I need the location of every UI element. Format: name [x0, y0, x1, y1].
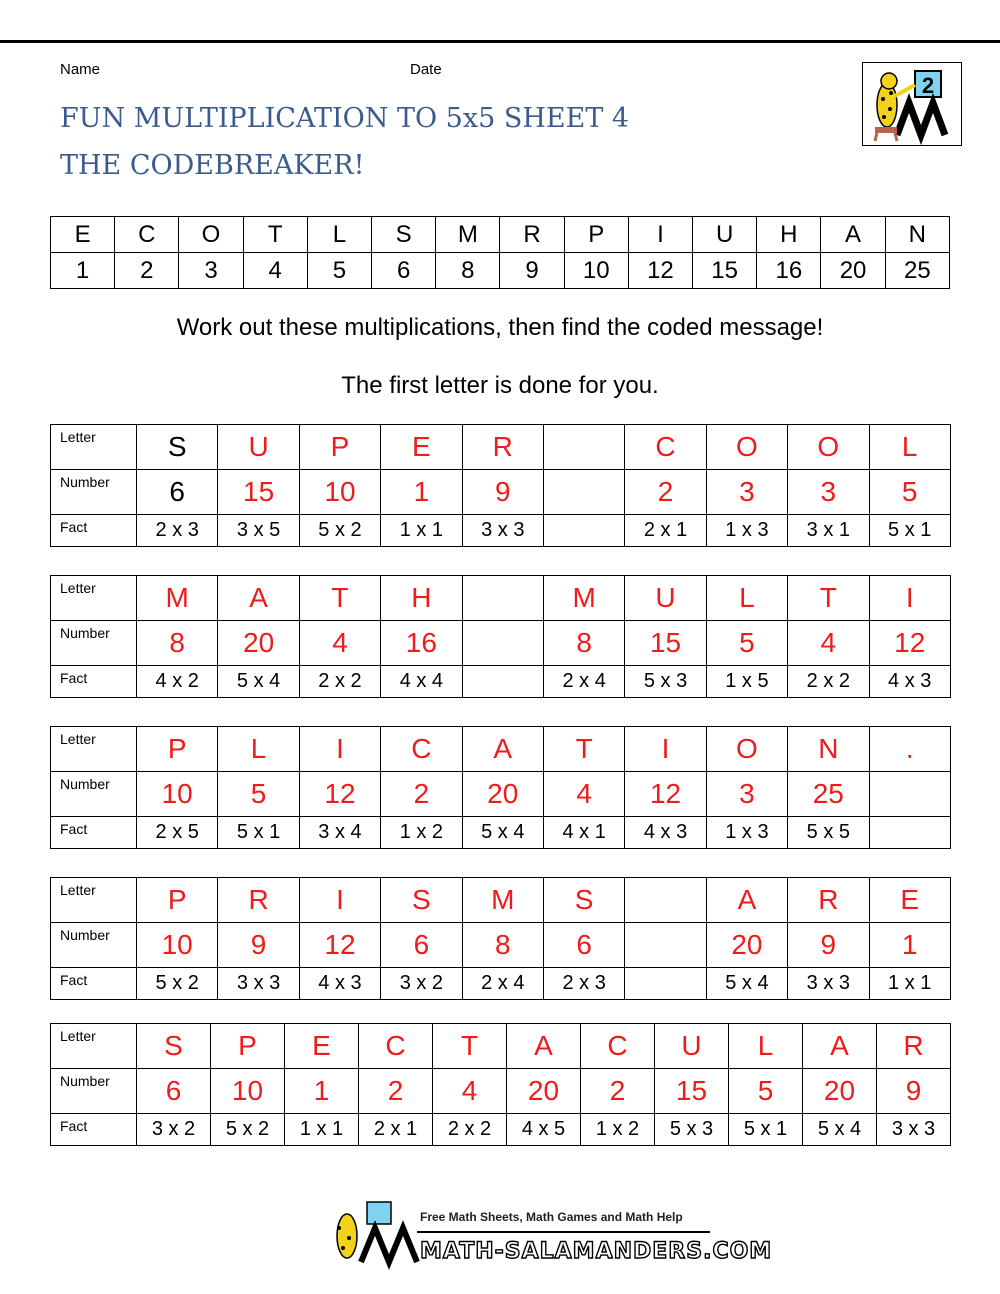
puzzle-number-cell: 15: [625, 621, 706, 666]
puzzle-number-cell: 20: [218, 621, 299, 666]
puzzle-fact-cell: 2 x 2: [299, 666, 380, 698]
puzzle-number-cell: 1: [381, 470, 462, 515]
puzzle-fact-cell: 4 x 3: [625, 817, 706, 849]
puzzle-letter-cell: I: [299, 878, 380, 923]
key-letter-cell: H: [757, 217, 821, 253]
puzzle-letter-cell: I: [299, 727, 380, 772]
puzzle-fact-cell: 4 x 1: [543, 817, 624, 849]
puzzle-fact-cell: 5 x 4: [462, 817, 543, 849]
name-label: Name: [60, 61, 101, 78]
key-letter-cell: A: [821, 217, 885, 253]
puzzle-number-cell: 2: [359, 1069, 433, 1114]
key-number-cell: 15: [693, 253, 757, 289]
key-letter-cell: U: [693, 217, 757, 253]
puzzle-number-row: [51, 621, 951, 666]
puzzle-fact-cell: 2 x 4: [462, 968, 543, 1000]
puzzle-number-cell: 4: [433, 1069, 507, 1114]
puzzle-letter-cell: M: [462, 878, 543, 923]
letter-row-label: Letter: [51, 576, 137, 621]
puzzle-fact-cell: 3 x 3: [218, 968, 299, 1000]
puzzle-fact-cell: 5 x 4: [803, 1114, 877, 1146]
puzzle-letter-cell: A: [706, 878, 787, 923]
key-number-cell: 5: [307, 253, 371, 289]
puzzle-letter-cell: E: [869, 878, 950, 923]
puzzle-letter-cell: S: [137, 425, 218, 470]
puzzle-fact-cell: 4 x 3: [299, 968, 380, 1000]
puzzle-number-cell: 5: [706, 621, 787, 666]
puzzle-fact-cell: 2 x 2: [433, 1114, 507, 1146]
puzzle-letter-row: [51, 425, 951, 470]
puzzle-table-5: [50, 1023, 951, 1146]
puzzle-number-cell: 12: [299, 772, 380, 817]
puzzle-number-cell: 3: [788, 470, 869, 515]
number-row-label: Number: [51, 772, 137, 817]
puzzle-letter-cell: A: [507, 1024, 581, 1069]
puzzle-number-row: [51, 470, 951, 515]
title-line-1: FUN MULTIPLICATION TO 5x5 SHEET 4: [60, 103, 630, 134]
puzzle-fact-cell: 5 x 4: [706, 968, 787, 1000]
puzzle-number-cell: 25: [788, 772, 869, 817]
puzzle-fact-row: [51, 515, 951, 547]
puzzle-fact-row: [51, 817, 951, 849]
puzzle-number-cell: 9: [788, 923, 869, 968]
puzzle-fact-cell: 3 x 4: [299, 817, 380, 849]
puzzle-fact-cell: 5 x 1: [869, 515, 950, 547]
puzzle-letter-cell: O: [788, 425, 869, 470]
puzzle-fact-cell: 2 x 2: [788, 666, 869, 698]
puzzle-number-cell: 3: [706, 470, 787, 515]
puzzle-number-cell: 20: [462, 772, 543, 817]
puzzle-table-1: [50, 424, 951, 547]
puzzle-fact-cell: 2 x 4: [543, 666, 624, 698]
key-number-cell: 1: [51, 253, 115, 289]
puzzle-fact-cell: 5 x 5: [788, 817, 869, 849]
salamander-site-logo-icon: [325, 1198, 773, 1268]
puzzle-table-3: [50, 726, 951, 849]
puzzle-fact-cell: [625, 968, 706, 1000]
puzzle-letter-cell: L: [706, 576, 787, 621]
puzzle-fact-cell: 5 x 3: [655, 1114, 729, 1146]
puzzle-fact-cell: 1 x 2: [381, 817, 462, 849]
puzzle-number-cell: 2: [581, 1069, 655, 1114]
key-letter-cell: N: [885, 217, 949, 253]
puzzle-letter-cell: R: [877, 1024, 951, 1069]
puzzle-letter-cell: U: [655, 1024, 729, 1069]
puzzle-letter-cell: S: [137, 1024, 211, 1069]
puzzle-fact-cell: 3 x 1: [788, 515, 869, 547]
puzzle-fact-cell: 1 x 2: [581, 1114, 655, 1146]
puzzle-fact-cell: 2 x 3: [543, 968, 624, 1000]
puzzle-letter-cell: O: [706, 425, 787, 470]
puzzle-number-cell: 12: [299, 923, 380, 968]
puzzle-letter-cell: R: [462, 425, 543, 470]
instruction-line-1: Work out these multiplications, then find the coded message!: [176, 314, 824, 341]
puzzle-table-2: [50, 575, 951, 698]
fact-row-label: Fact: [51, 666, 137, 698]
puzzle-letter-cell: H: [381, 576, 462, 621]
puzzle-number-cell: [462, 621, 543, 666]
key-number-cell: 4: [243, 253, 307, 289]
puzzle-letter-cell: A: [462, 727, 543, 772]
puzzle-fact-cell: 2 x 1: [625, 515, 706, 547]
puzzle-letter-cell: L: [729, 1024, 803, 1069]
puzzle-letter-cell: P: [211, 1024, 285, 1069]
puzzle-fact-cell: 1 x 3: [706, 817, 787, 849]
puzzle-number-cell: 15: [218, 470, 299, 515]
puzzle-table-4: [50, 877, 951, 1000]
puzzle-letter-cell: O: [706, 727, 787, 772]
puzzle-letter-cell: [543, 425, 624, 470]
puzzle-fact-cell: 3 x 5: [218, 515, 299, 547]
puzzle-fact-cell: 5 x 1: [729, 1114, 803, 1146]
puzzle-letter-cell: .: [869, 727, 950, 772]
puzzle-letter-cell: P: [137, 727, 218, 772]
puzzle-number-cell: 8: [462, 923, 543, 968]
key-number-cell: 10: [564, 253, 628, 289]
key-number-cell: 6: [372, 253, 436, 289]
code-key-table: [50, 216, 950, 289]
puzzle-letter-cell: U: [625, 576, 706, 621]
key-number-cell: 25: [885, 253, 949, 289]
grade-badge: 2: [921, 73, 935, 98]
puzzle-number-cell: 6: [381, 923, 462, 968]
puzzle-number-cell: 12: [625, 772, 706, 817]
puzzle-letter-row: [51, 576, 951, 621]
puzzle-letter-cell: S: [381, 878, 462, 923]
puzzle-fact-cell: 1 x 1: [869, 968, 950, 1000]
key-letter-cell: E: [51, 217, 115, 253]
key-letter-cell: P: [564, 217, 628, 253]
puzzle-letter-cell: R: [218, 878, 299, 923]
salamander-logo-icon: [863, 63, 961, 145]
puzzle-letter-cell: T: [788, 576, 869, 621]
puzzle-letter-row: [51, 727, 951, 772]
puzzle-number-cell: 4: [788, 621, 869, 666]
puzzle-number-cell: 10: [211, 1069, 285, 1114]
puzzle-fact-cell: [869, 817, 950, 849]
puzzle-number-cell: 4: [543, 772, 624, 817]
footer-tagline: Free Math Sheets, Math Games and Math Help: [420, 1210, 683, 1224]
puzzle-fact-cell: 3 x 2: [381, 968, 462, 1000]
puzzle-number-cell: 1: [869, 923, 950, 968]
fact-row-label: Fact: [51, 968, 137, 1000]
puzzle-letter-cell: N: [788, 727, 869, 772]
puzzle-fact-cell: 5 x 2: [211, 1114, 285, 1146]
puzzle-fact-row: [51, 666, 951, 698]
puzzle-fact-cell: 4 x 5: [507, 1114, 581, 1146]
puzzle-number-cell: 4: [299, 621, 380, 666]
puzzle-fact-cell: 1 x 1: [285, 1114, 359, 1146]
puzzle-letter-cell: C: [581, 1024, 655, 1069]
puzzle-number-cell: 3: [706, 772, 787, 817]
puzzle-letter-cell: E: [285, 1024, 359, 1069]
puzzle-fact-cell: 5 x 4: [218, 666, 299, 698]
instruction-line-2: The first letter is done for you.: [341, 372, 659, 399]
puzzle-number-cell: 12: [869, 621, 950, 666]
puzzle-fact-cell: 3 x 3: [877, 1114, 951, 1146]
puzzle-fact-cell: 2 x 5: [137, 817, 218, 849]
puzzle-fact-cell: 5 x 2: [299, 515, 380, 547]
title-line-2: THE CODEBREAKER!: [60, 150, 365, 181]
key-letter-cell: S: [372, 217, 436, 253]
puzzle-number-cell: 10: [137, 772, 218, 817]
key-letter-cell: L: [307, 217, 371, 253]
puzzle-letter-cell: P: [137, 878, 218, 923]
fact-row-label: Fact: [51, 515, 137, 547]
fact-row-label: Fact: [51, 817, 137, 849]
puzzle-number-cell: [625, 923, 706, 968]
puzzle-number-cell: 6: [137, 470, 218, 515]
puzzle-letter-cell: A: [218, 576, 299, 621]
puzzle-number-cell: 20: [507, 1069, 581, 1114]
puzzle-letter-cell: C: [625, 425, 706, 470]
grade-logo: [862, 62, 962, 146]
puzzle-number-cell: 2: [381, 772, 462, 817]
puzzle-fact-cell: 2 x 1: [359, 1114, 433, 1146]
puzzle-fact-cell: 5 x 1: [218, 817, 299, 849]
puzzle-letter-cell: L: [218, 727, 299, 772]
puzzle-fact-cell: 2 x 3: [137, 515, 218, 547]
puzzle-fact-cell: 4 x 2: [137, 666, 218, 698]
site-logo: [325, 1198, 773, 1268]
key-letter-cell: C: [115, 217, 179, 253]
puzzle-fact-cell: 1 x 5: [706, 666, 787, 698]
puzzle-letter-cell: I: [869, 576, 950, 621]
puzzle-letter-cell: R: [788, 878, 869, 923]
puzzle-fact-cell: 3 x 3: [462, 515, 543, 547]
puzzle-number-cell: 2: [625, 470, 706, 515]
puzzle-letter-cell: I: [625, 727, 706, 772]
letter-row-label: Letter: [51, 1024, 137, 1069]
puzzle-letter-cell: C: [381, 727, 462, 772]
number-row-label: Number: [51, 470, 137, 515]
puzzle-number-cell: 9: [218, 923, 299, 968]
key-letter-cell: I: [628, 217, 692, 253]
key-number-cell: 8: [436, 253, 500, 289]
puzzle-number-cell: 9: [462, 470, 543, 515]
key-number-cell: 20: [821, 253, 885, 289]
puzzle-number-cell: 10: [137, 923, 218, 968]
letter-row-label: Letter: [51, 878, 137, 923]
puzzle-number-cell: [543, 470, 624, 515]
key-number-cell: 3: [179, 253, 243, 289]
puzzle-number-cell: 16: [381, 621, 462, 666]
puzzle-letter-cell: C: [359, 1024, 433, 1069]
puzzle-letter-cell: E: [381, 425, 462, 470]
puzzle-letter-row: [51, 1024, 951, 1069]
puzzle-fact-cell: 4 x 3: [869, 666, 950, 698]
puzzle-number-cell: [869, 772, 950, 817]
key-number-cell: 2: [115, 253, 179, 289]
puzzle-number-row: [51, 923, 951, 968]
puzzle-number-cell: 20: [706, 923, 787, 968]
letter-row-label: Letter: [51, 727, 137, 772]
puzzle-number-cell: 6: [137, 1069, 211, 1114]
puzzle-letter-cell: U: [218, 425, 299, 470]
key-letter-cell: T: [243, 217, 307, 253]
key-letter-cell: M: [436, 217, 500, 253]
fact-row-label: Fact: [51, 1114, 137, 1146]
key-number-cell: 9: [500, 253, 564, 289]
key-letter-cell: O: [179, 217, 243, 253]
number-row-label: Number: [51, 1069, 137, 1114]
puzzle-number-cell: 9: [877, 1069, 951, 1114]
puzzle-number-cell: 10: [299, 470, 380, 515]
puzzle-fact-cell: 1 x 1: [381, 515, 462, 547]
puzzle-number-cell: 5: [218, 772, 299, 817]
puzzle-number-row: [51, 1069, 951, 1114]
puzzle-letter-cell: M: [137, 576, 218, 621]
puzzle-number-cell: 6: [543, 923, 624, 968]
puzzle-fact-cell: [543, 515, 624, 547]
puzzle-fact-cell: 4 x 4: [381, 666, 462, 698]
puzzle-fact-cell: 3 x 2: [137, 1114, 211, 1146]
code-key-letters-row: [51, 217, 950, 253]
key-letter-cell: R: [500, 217, 564, 253]
puzzle-letter-cell: L: [869, 425, 950, 470]
key-number-cell: 16: [757, 253, 821, 289]
site-name: MATH-SALAMANDERS.COM: [420, 1239, 773, 1264]
puzzle-letter-cell: [462, 576, 543, 621]
number-row-label: Number: [51, 923, 137, 968]
puzzle-letter-cell: S: [543, 878, 624, 923]
puzzle-number-row: [51, 772, 951, 817]
code-key-numbers-row: [51, 253, 950, 289]
letter-row-label: Letter: [51, 425, 137, 470]
key-number-cell: 12: [628, 253, 692, 289]
puzzle-letter-cell: A: [803, 1024, 877, 1069]
puzzle-letter-cell: T: [299, 576, 380, 621]
puzzle-number-cell: 5: [729, 1069, 803, 1114]
puzzle-letter-cell: T: [543, 727, 624, 772]
puzzle-letter-row: [51, 878, 951, 923]
number-row-label: Number: [51, 621, 137, 666]
puzzle-fact-cell: 1 x 3: [706, 515, 787, 547]
puzzle-fact-cell: 5 x 2: [137, 968, 218, 1000]
top-rule: [0, 40, 1000, 43]
puzzle-fact-cell: 3 x 3: [788, 968, 869, 1000]
date-label: Date: [410, 61, 442, 78]
puzzle-letter-cell: T: [433, 1024, 507, 1069]
puzzle-fact-row: [51, 968, 951, 1000]
puzzle-number-cell: 1: [285, 1069, 359, 1114]
puzzle-fact-cell: [462, 666, 543, 698]
puzzle-number-cell: 5: [869, 470, 950, 515]
puzzle-fact-cell: 5 x 3: [625, 666, 706, 698]
puzzle-letter-cell: M: [543, 576, 624, 621]
puzzle-letter-cell: P: [299, 425, 380, 470]
puzzle-fact-row: [51, 1114, 951, 1146]
puzzle-letter-cell: [625, 878, 706, 923]
puzzle-number-cell: 20: [803, 1069, 877, 1114]
puzzle-number-cell: 8: [543, 621, 624, 666]
puzzle-number-cell: 15: [655, 1069, 729, 1114]
puzzle-number-cell: 8: [137, 621, 218, 666]
